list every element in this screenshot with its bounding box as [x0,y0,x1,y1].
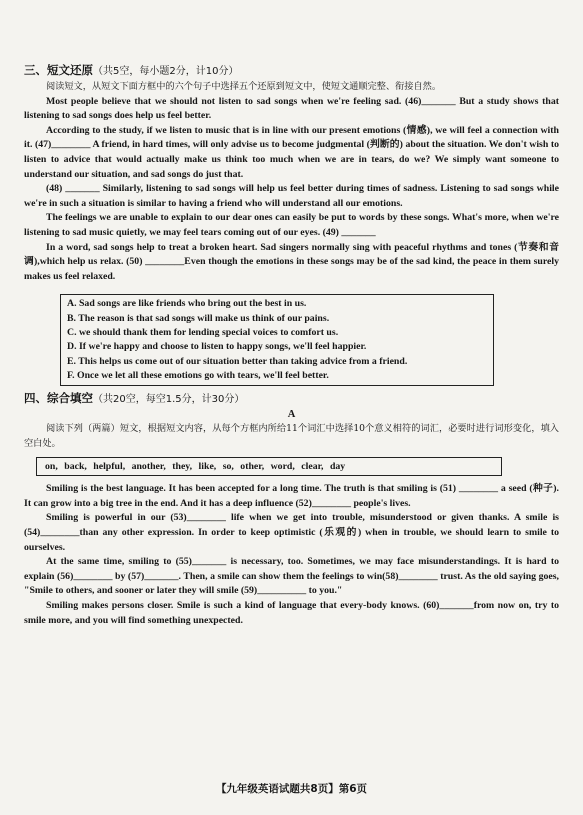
passage-paragraph: At the same time, smiling to (55)_______ is necessary, too. Sometimes, we may face misunderstandings. It is hard to explain (56)________ by (57)_______. Then, a smile can show them the feelings to win(58)________ trust. As the old saying goes, "Smile to others, and sooner or later they will smile (59)__________ to you." [24,556,559,597]
passage-paragraph: Smiling is powerful in our (53)________ life when we get into trouble, misunderstood or given thanks. A smile is (54)________than any other expression. In order to keep optimistic (乐观的) when in trouble, we should learn to smile to ourselves. [24,512,559,553]
passage-paragraph: The feelings we are unable to explain to our dear ones can easily be put to words by these songs. What's more, when we're listening to sad music quietly, we may feel tears coming out of our eyes. (49) _______ [24,212,559,238]
passage-paragraph: In a word, sad songs help to treat a broken heart. Sad singers normally sing with peaceful rhythms and tones (节奏和音调),which help us relax. (50) ________Even though the emotions in these songs may be of the sad kind, the peace in them surely makes us feel relaxed. [24,241,559,282]
section3-title: 三、短文还原 [24,63,93,77]
section4-instruction: 阅读下列（两篇）短文，根据短文内容，从每个方框内所给11个词汇中选择10个意义相符的词汇，必要时进行词形变化，填入空白处。 [24,423,559,449]
option-item: C. we should thank them for lending special voices to comfort us. [67,326,339,338]
passage-paragraph: According to the study, if we listen to music that is in line with our present emotions (情感), we will feel a connection with it. (47)________ A friend, in hard times, will only advise us to become judgmental (判断的) about the situation. We don't wish to listen to advice that would actually make us think too much when we are in tears, do we? We simply want someone to understand our situation, and sad songs do just that. [24,124,559,180]
passage-paragraph: Most people believe that we should not listen to sad songs when we're feeling sad. (46)_______ But a study shows that listening to sad songs does help us feel better. [24,95,559,122]
part-label: A [287,409,296,421]
page-footer: 【九年级英语试题共8页】第6页 [215,783,368,795]
option-item: B. The reason is that sad songs will make us think of our pains. [67,312,330,324]
passage-paragraph: Smiling is the best language. It has been accepted for a long time. The truth is that smiling is (51) ________ a seed (种子). It can grow into a big tree in the end. And it has a deep influence (52)________ people's lives. [24,483,559,509]
option-item: D. If we're happy and choose to listen to happy songs, we'll feel happier. [67,341,367,353]
option-item: F. Once we let all these emotions go with tears, we'll feel better. [67,369,329,381]
options-box [60,294,494,386]
section3-subtitle: （共5空，每小题2分，计10分） [93,66,239,77]
section4-heading [24,390,559,408]
section4-subtitle: （共20空，每空1.5分，计30分） [93,394,245,406]
section3-heading [24,62,559,80]
passage-paragraph: Smiling makes persons closer. Smile is such a kind of language that every-body knows. (60)_______from now on, try to smile more, and you will find something unexpected. [24,600,559,626]
section4-title: 四、综合填空 [24,391,93,406]
option-item: E. This helps us come out of our situation better than taking advice from a friend. [67,355,408,367]
passage-paragraph: (48) _______ Similarly, listening to sad songs will help us feel better during times of sadness. Listening to sad songs while we're in such a situation is similar to having a friend who will understand all our emotions. [24,183,559,209]
section3-instruction: 阅读短文，从短文下面方框中的六个句子中选择五个还原到短文中，使短文通顺完整、衔接自然。 [46,81,442,92]
option-item: A. Sad songs are like friends who bring out the best in us. [67,298,307,310]
word-bank-box: on, back, helpful, another, they, like, so, other, word, clear, day [36,457,502,476]
